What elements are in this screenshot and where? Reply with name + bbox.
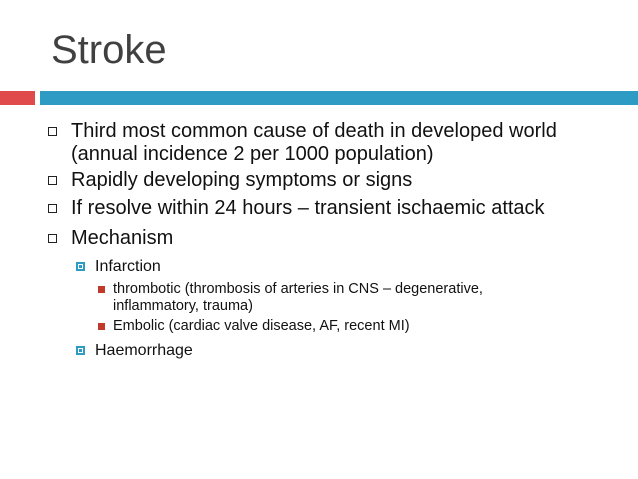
title-accent-bar-red (0, 91, 35, 105)
square-bullet-icon (48, 204, 57, 213)
square-bullet-icon (48, 234, 57, 243)
sub-sub-bullet-text: thrombotic (thrombosis of arteries in CNS – degenerative, inflammatory, trauma) (113, 281, 483, 314)
bullet-text: If resolve within 24 hours – transient ischaemic attack (71, 197, 545, 219)
blue-square-bullet-icon (76, 346, 85, 355)
title-accent-bar-blue (40, 91, 638, 105)
red-square-bullet-icon (98, 286, 105, 293)
bullet-text: Mechanism (71, 227, 174, 249)
sub-bullet-text: Infarction (95, 258, 161, 275)
blue-square-bullet-icon (76, 262, 85, 271)
sub-bullet-text: Haemorrhage (95, 342, 193, 359)
slide-title: Stroke (51, 28, 167, 72)
bullet-text: Third most common cause of death in developed world (annual incidence 2 per 1000 population) (71, 120, 557, 165)
sub-sub-bullet-text: Embolic (cardiac valve disease, AF, recent MI) (113, 318, 410, 334)
square-bullet-icon (48, 127, 57, 136)
red-square-bullet-icon (98, 323, 105, 330)
bullet-text: Rapidly developing symptoms or signs (71, 169, 413, 191)
square-bullet-icon (48, 176, 57, 185)
